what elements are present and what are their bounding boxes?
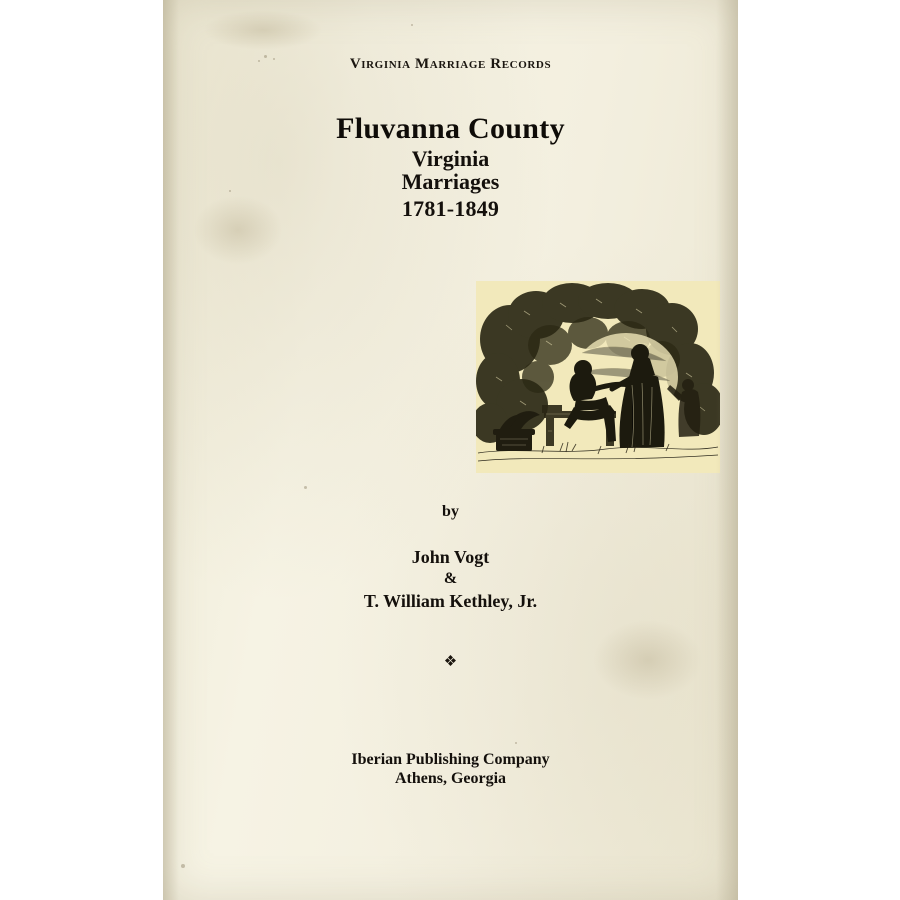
series-title: Virginia Marriage Records: [349, 56, 552, 72]
author-separator: &: [443, 570, 458, 587]
paper-speck: [304, 486, 307, 489]
page-title: Fluvanna County: [336, 112, 565, 145]
publisher-name: Iberian Publishing Company: [351, 751, 550, 768]
paper-speck: [411, 24, 413, 26]
author-primary: John Vogt: [411, 547, 490, 567]
subtitle-state: Virginia: [411, 146, 490, 171]
paper-smudge: [203, 10, 323, 50]
diamond-ornament-icon: ❖: [443, 654, 458, 670]
date-range: 1781-1849: [401, 196, 500, 221]
paper-speck: [181, 864, 185, 868]
subtitle-record-type: Marriages: [401, 169, 500, 194]
paper-speck: [515, 742, 517, 744]
by-label: by: [442, 503, 459, 520]
garden-courtship-engraving-icon: [476, 281, 720, 473]
cover-illustration: [476, 281, 720, 473]
author-secondary: T. William Kethley, Jr.: [363, 591, 538, 611]
book-cover-sheet: [163, 0, 738, 900]
publisher-city: Athens, Georgia: [394, 770, 507, 787]
